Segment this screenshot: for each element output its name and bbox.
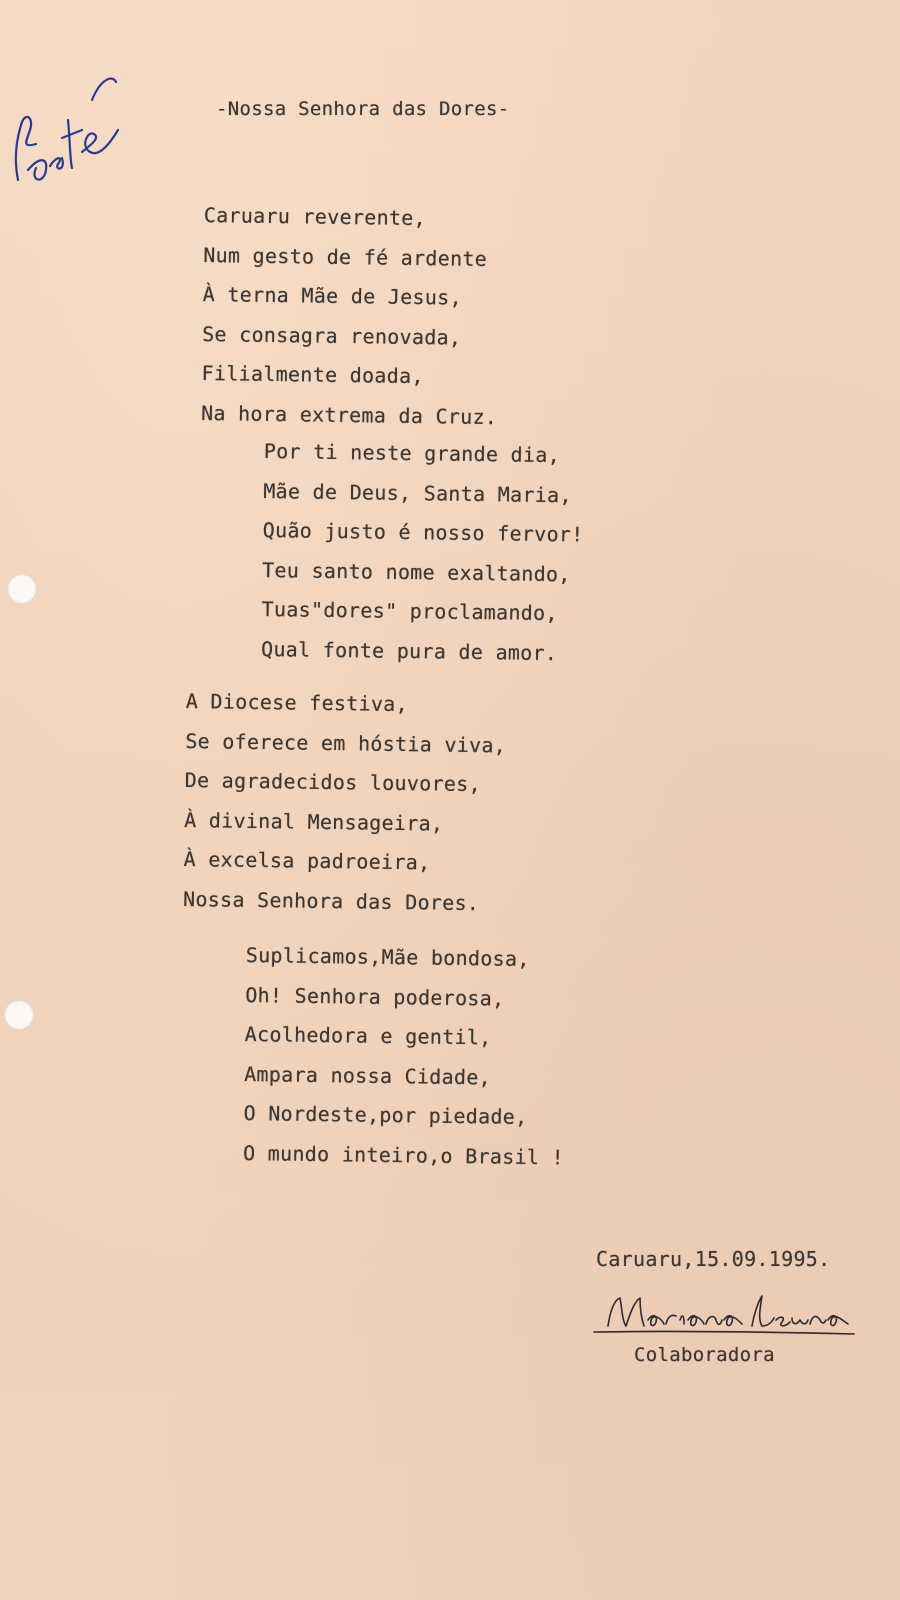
signature — [592, 1290, 862, 1340]
poem-line: À excelsa padroeira, — [183, 846, 431, 875]
poem-line: De agradecidos louvores, — [184, 767, 482, 797]
poem-line: Acolhedora e gentil, — [244, 1021, 492, 1050]
punch-hole — [4, 1000, 34, 1030]
closing-date: Caruaru,15.09.1995. — [596, 1247, 831, 1271]
stanza-1 — [201, 204, 500, 445]
poem-line: O Nordeste,por piedade, — [243, 1100, 528, 1129]
poem-line: Num gesto de fé ardente — [203, 242, 488, 271]
stanza-3 — [183, 690, 507, 931]
poem-line: À divinal Mensageira, — [184, 807, 444, 836]
poem-line: Oh! Senhora poderosa, — [245, 982, 505, 1011]
poem-line: Mãe de Deus, Santa Maria, — [263, 478, 572, 507]
signatory-role: Colaboradora — [634, 1344, 775, 1366]
punch-hole — [7, 574, 37, 604]
poem-line: Se oferece em hóstia viva, — [185, 728, 507, 757]
stanza-4 — [243, 944, 567, 1185]
poem-line: Por ti neste grande dia, — [263, 439, 561, 468]
handwritten-note — [8, 60, 128, 200]
poem-line: Tuas"dores" proclamando, — [261, 596, 558, 626]
poem-line: Quão justo é nosso fervor! — [262, 517, 584, 547]
poem-line: Na hora extrema da Cruz. — [200, 400, 498, 429]
poem-line: À terna Mãe de Jesus, — [202, 281, 463, 310]
stanza-2 — [261, 440, 585, 681]
poem-title: -Nossa Senhora das Dores- — [216, 98, 510, 120]
poem-line: Filialmente doada, — [201, 360, 424, 389]
poem-line: O mundo inteiro,o Brasil ! — [242, 1140, 565, 1169]
poem-line: Caruaru reverente, — [203, 203, 427, 231]
poem-line: Qual fonte pura de amor. — [260, 636, 558, 665]
poem-line: Teu santo nome exaltando, — [262, 557, 571, 586]
poem-line: Se consagra renovada, — [202, 321, 462, 350]
poem-line: Nossa Senhora das Dores. — [182, 886, 480, 915]
poem-line: Suplicamos,Mãe bondosa, — [245, 943, 530, 971]
poem-line: Ampara nossa Cidade, — [244, 1061, 492, 1089]
poem-line: A Diocese festiva, — [185, 689, 409, 717]
